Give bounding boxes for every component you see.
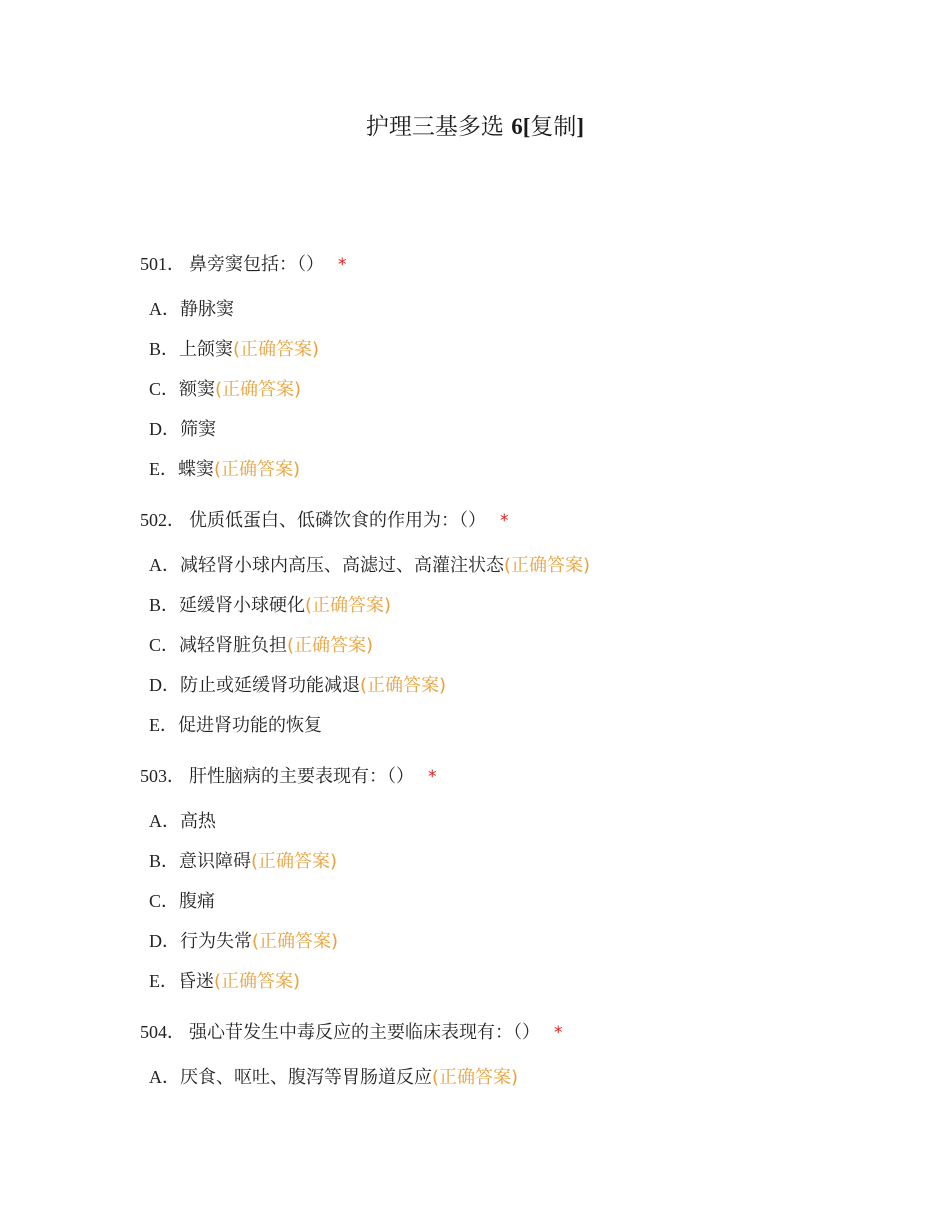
option-text: 促进肾功能的恢复 [178, 715, 322, 736]
option-letter: E． [149, 715, 178, 735]
option-text: 高热 [180, 811, 216, 832]
option-text: 蝶窦 [178, 459, 214, 480]
option-letter: C． [149, 379, 180, 399]
answer-option [140, 710, 840, 750]
option-letter: C． [149, 891, 180, 911]
option-text: 意识障碍 [179, 851, 252, 872]
option-letter: B． [149, 595, 180, 615]
correct-answer-tag: (正确答案) [504, 555, 591, 576]
option-letter: B． [149, 851, 180, 871]
question-heading [140, 504, 840, 536]
option-text: 减轻肾脏负担 [179, 635, 288, 656]
answer-option [140, 374, 840, 414]
option-text: 行为失常 [180, 931, 252, 952]
answer-option [140, 550, 840, 590]
answer-option [140, 670, 840, 710]
option-text: 腹痛 [179, 891, 216, 912]
option-letter: B． [149, 339, 180, 359]
correct-answer-tag: (正确答案) [214, 971, 301, 992]
question-text: 优质低蛋白、低磷饮食的作用为：（） [189, 510, 486, 531]
question-number: 504． [140, 1022, 185, 1042]
required-asterisk: * [500, 511, 509, 531]
answer-option [140, 886, 840, 926]
correct-answer-tag: (正确答案) [287, 635, 374, 656]
title-prefix: 护理三基多选 [365, 114, 512, 140]
answer-option [140, 966, 840, 1006]
option-text: 厌食、呕吐、腹泻等胃肠道反应 [180, 1067, 432, 1088]
question-text: 鼻旁窦包括：（） [189, 254, 324, 275]
answer-option [140, 630, 840, 670]
option-text: 防止或延缓肾功能减退 [180, 675, 360, 696]
option-letter: D． [149, 675, 180, 695]
option-letter: A． [149, 1067, 180, 1087]
question-block [140, 504, 840, 750]
title-middle: 复制 [530, 114, 577, 140]
answer-option [140, 1062, 840, 1102]
correct-answer-tag: (正确答案) [233, 339, 320, 360]
option-letter: E． [149, 971, 178, 991]
question-text: 强心苷发生中毒反应的主要临床表现有：（） [189, 1022, 540, 1043]
question-list [140, 248, 840, 1112]
required-asterisk: * [554, 1023, 563, 1043]
option-letter: E． [149, 459, 178, 479]
answer-option [140, 334, 840, 374]
question-number: 502． [140, 510, 185, 530]
page-title [0, 110, 950, 144]
answer-option [140, 806, 840, 846]
answer-option [140, 846, 840, 886]
question-block [140, 248, 840, 494]
required-asterisk: * [338, 255, 347, 275]
answer-option [140, 294, 840, 334]
question-heading [140, 760, 840, 792]
question-text: 肝性脑病的主要表现有：（） [189, 766, 414, 787]
option-letter: D． [149, 931, 180, 951]
option-text: 上颌窦 [179, 339, 234, 360]
option-letter: C． [149, 635, 180, 655]
required-asterisk: * [428, 767, 437, 787]
option-letter: A． [149, 555, 180, 575]
question-number: 501． [140, 254, 185, 274]
correct-answer-tag: (正确答案) [252, 931, 339, 952]
title-bold: 6[ [511, 114, 531, 139]
option-text: 昏迷 [178, 971, 214, 992]
option-letter: A． [149, 299, 180, 319]
correct-answer-tag: (正确答案) [214, 459, 301, 480]
correct-answer-tag: (正确答案) [432, 1067, 519, 1088]
question-number: 503． [140, 766, 185, 786]
correct-answer-tag: (正确答案) [360, 675, 447, 696]
question-heading [140, 1016, 840, 1048]
answer-option [140, 414, 840, 454]
option-letter: D． [149, 419, 180, 439]
answer-option [140, 590, 840, 630]
option-text: 延缓肾小球硬化 [179, 595, 306, 616]
question-block [140, 1016, 840, 1102]
title-suffix: ] [576, 114, 585, 139]
option-text: 筛窦 [180, 419, 216, 440]
correct-answer-tag: (正确答案) [305, 595, 392, 616]
question-heading [140, 248, 840, 280]
option-text: 静脉窦 [180, 299, 234, 320]
option-text: 减轻肾小球内高压、高滤过、高灌注状态 [180, 555, 504, 576]
answer-option [140, 454, 840, 494]
option-text: 额窦 [179, 379, 216, 400]
answer-option [140, 926, 840, 966]
question-block [140, 760, 840, 1006]
option-letter: A． [149, 811, 180, 831]
correct-answer-tag: (正确答案) [215, 379, 302, 400]
correct-answer-tag: (正确答案) [251, 851, 338, 872]
